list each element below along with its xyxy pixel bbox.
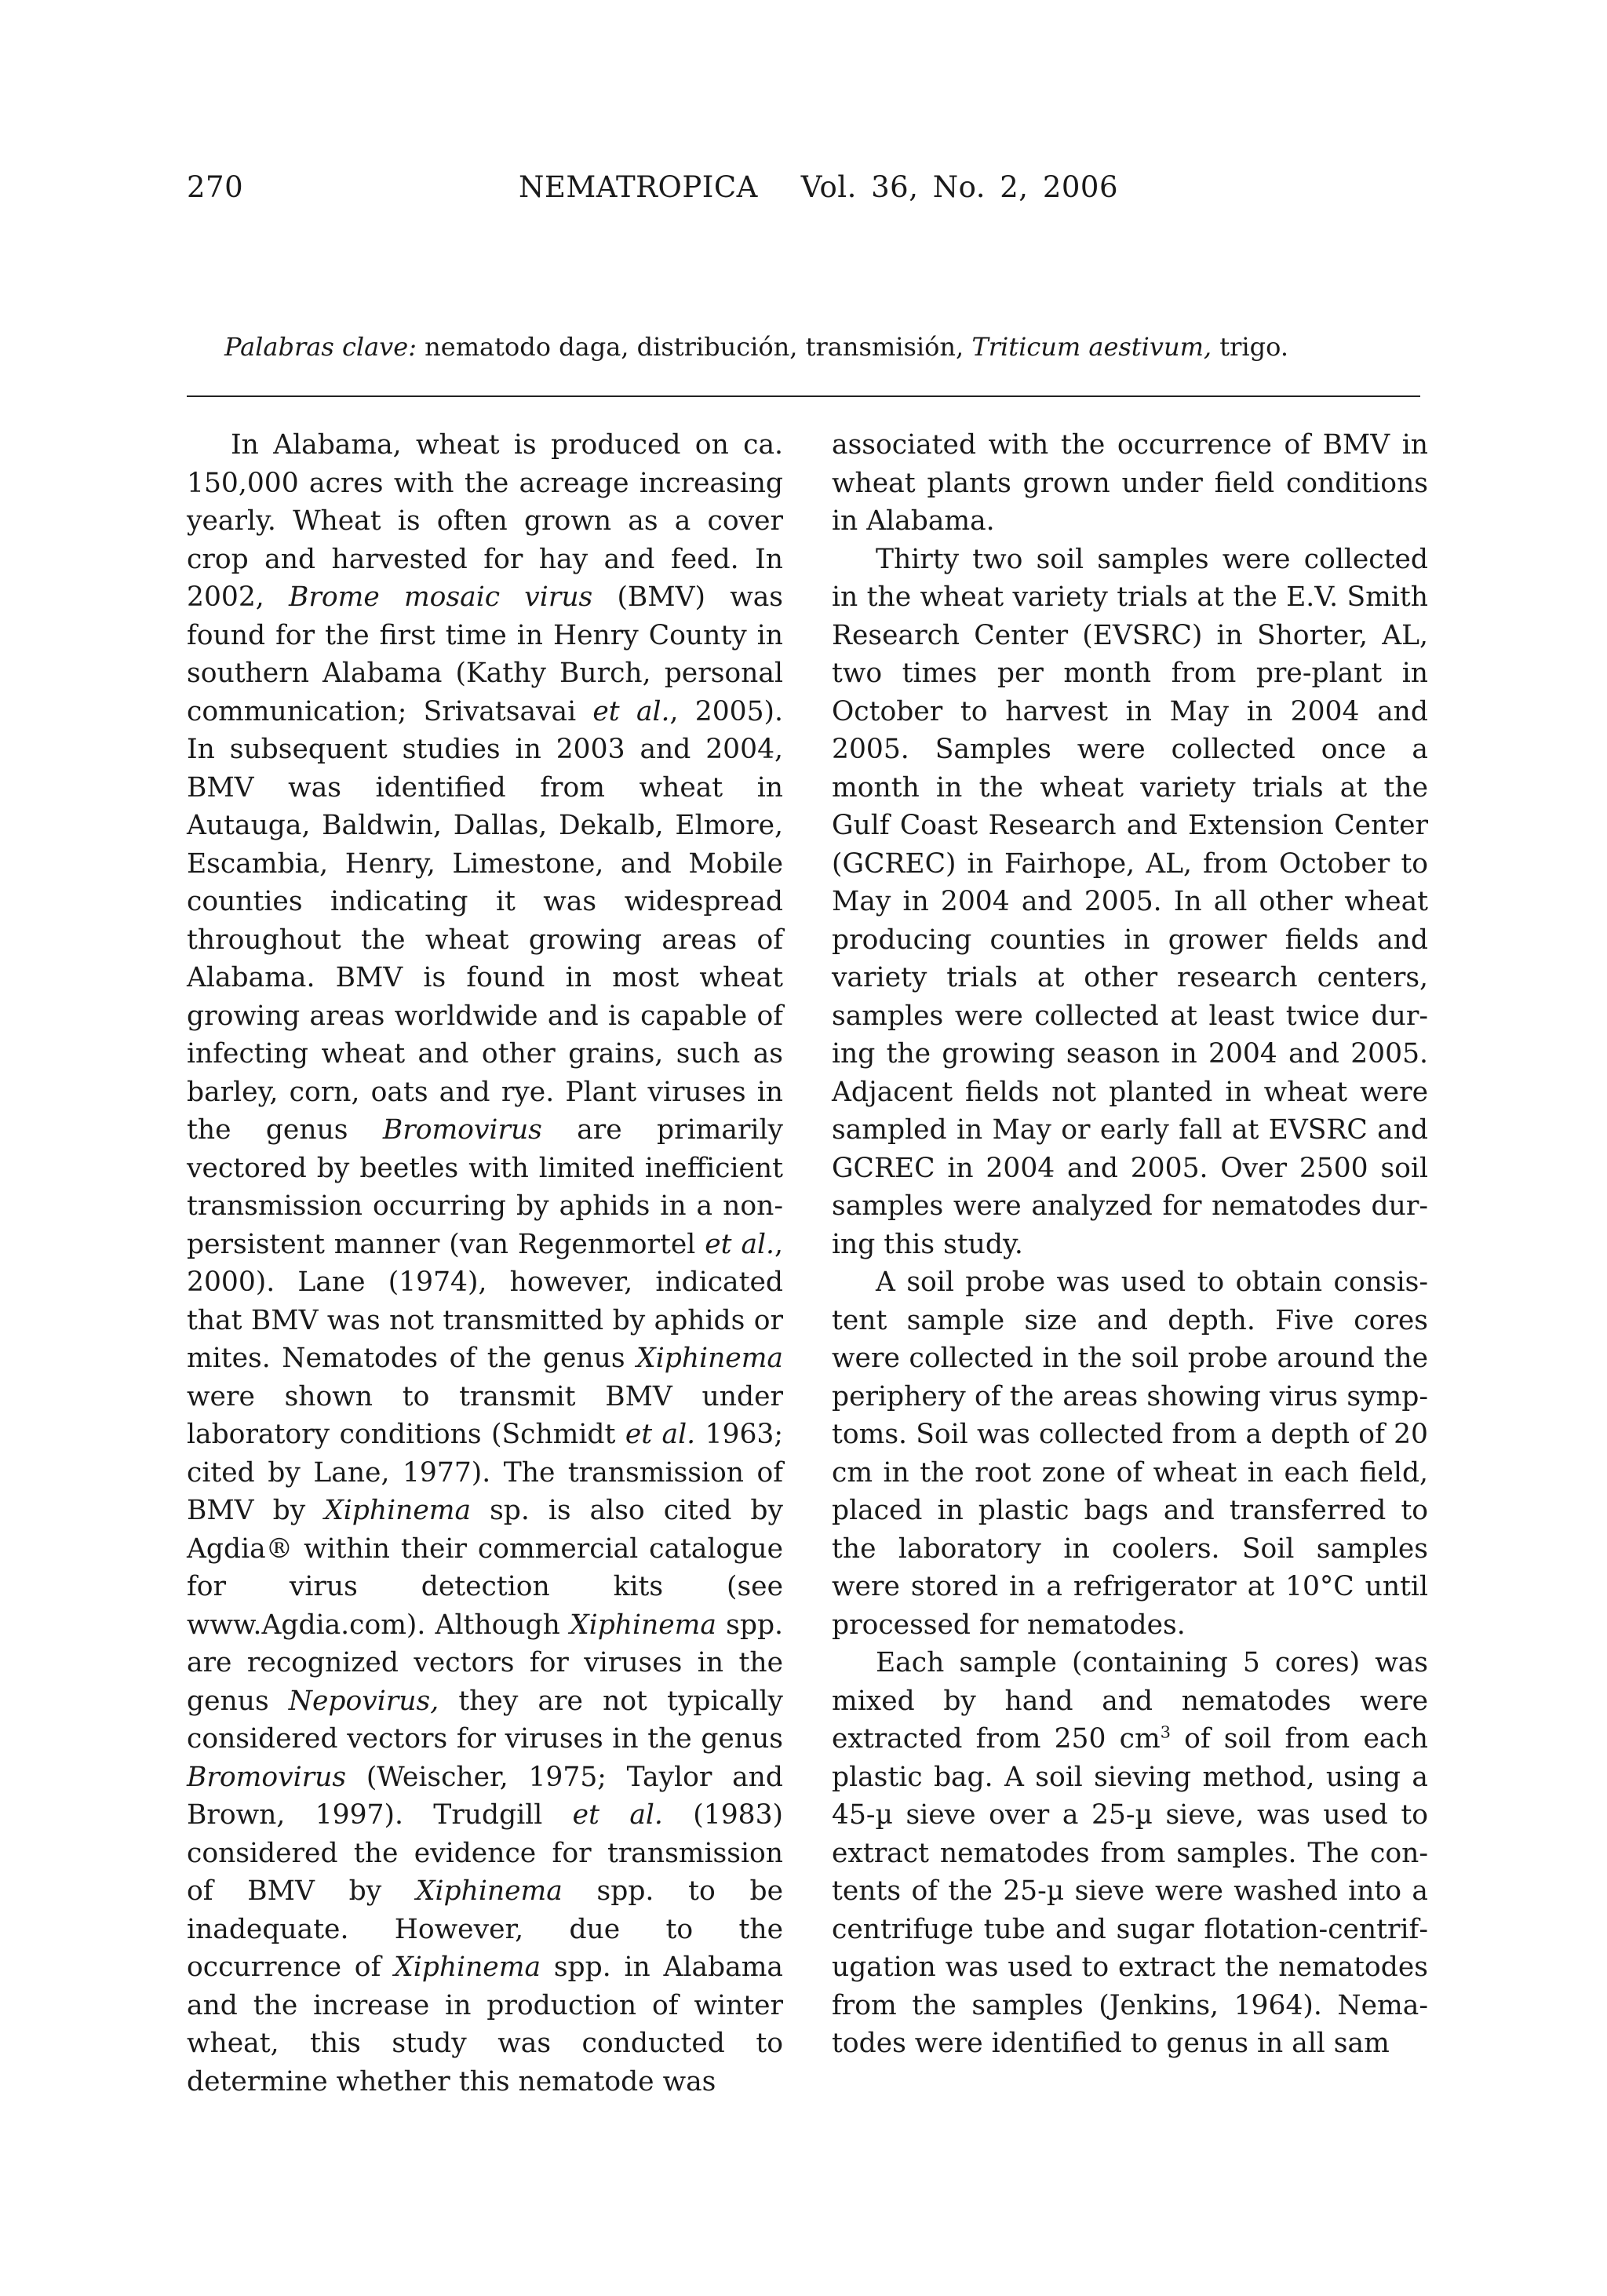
running-head xyxy=(187,168,1118,207)
body-paragraph: Thirty two soil samples were collected in the wheat variety trials at the E.V. Smith Research Center (EVSRC) in Shorter, AL, two times per month from pre-plant in October to harvest in May in 2004 and 2005. Samples were collected once a month in the wheat variety trials at the Gulf Coast Research and Extension Center (GCREC) in Fairhope, AL, from October to May in 2004 and 2005. In all other wheat producing counties in grower fields and variety trials at other research centers, samples were collected at least twice during the growing season in 2004 and 2005. Adjacent fields not planted in wheat were sampled in May or early fall at EVSRC and GCREC in 2004 and 2005. Over 2500 soil samples were analyzed for nematodes during this study. xyxy=(832,543,1428,1260)
body-paragraph: Each sample (containing 5 cores) was mixed by hand and nematodes were extracted from 250 $cm^3$ of soil from each plastic bag. A soil sieving method, using a 45-µ sieve over a 25-µ sieve, was used to extract nematodes from samples. The contents of the 25-µ sieve were washed into a centrifuge tube and sugar flotation-centrifugation was used to extract the nematodes from the samples (Jenkins, 1964). Nematodes were identified to genus in all sam xyxy=(832,1647,1428,2059)
keywords-terms-end: trigo. xyxy=(1212,332,1289,362)
body-paragraph: In Alabama, wheat is produced on ca. 150,000 acres with the acreage increasing yearly. Wheat is often grown as a cover crop and harvested for hay and feed. In 2002, Brome mosaic virus (BMV) was found for the first time in Henry County in southern Alabama (Kathy Burch, personal communication; Srivatsavai et al., 2005). In subsequent studies in 2003 and 2004, BMV was identified from wheat in Autauga, Baldwin, Dallas, Dekalb, Elmore, Escambia, Henry, Limestone, and Mobile counties indicating it was widespread throughout the wheat growing areas of Alabama. BMV is found in most wheat growing areas worldwide and is capable of infecting wheat and other grains, such as barley, corn, oats and rye. Plant viruses in the genus Bromovirus are primarily vectored by beetles with limited inefficient transmission occurring by aphids in a non-persistent manner (van Regenmortel et al., 2000). Lane (1974), however, indicated that BMV was not transmitted by aphids or mites. Nematodes of the genus Xiphinema were shown to transmit BMV under laboratory conditions (Schmidt et al. 1963; cited by Lane, 1977). The transmission of BMV by Xiphinema sp. is also cited by Agdia® within their commercial catalogue for virus detection kits (see www.Agdia.com). Although Xiphinema spp. are recognized vectors for viruses in the genus Nepovirus, they are not typically considered vectors for viruses in the genus Bromovirus (Weischer, 1975; Taylor and Brown, 1997). Trudgill et al. (1983) considered the evidence for transmission of BMV by Xiphinema spp. to be inadequate. However, due to the occurrence of Xiphinema spp. in Alabama and the increase in production of winter wheat, this study was conducted to determine whether this nematode was xyxy=(187,429,784,2097)
journal-citation xyxy=(519,168,1118,207)
keywords-terms: nematodo daga, distribución, transmisión, xyxy=(416,332,972,362)
journal-title: NEMATROPICA xyxy=(519,170,758,204)
right-column xyxy=(832,426,1428,2063)
volume-issue: Vol. 36, No. 2, 2006 xyxy=(800,170,1118,204)
body-paragraph-continued: associated with the occurrence of BMV in wheat plants grown under field conditions in Alabama. xyxy=(832,429,1428,537)
keywords-label: Palabras clave: xyxy=(224,332,417,362)
body-paragraph: A soil probe was used to obtain consistent sample size and depth. Five cores were collected in the soil probe around the periphery of the areas showing virus symptoms. Soil was collected from a depth of 20 cm in the root zone of wheat in each field, placed in plastic bags and transferred to the laboratory in coolers. Soil samples were stored in a refrigerator at 10°C until processed for nematodes. xyxy=(832,1266,1428,1641)
keywords-species: Triticum aestivum, xyxy=(971,332,1212,362)
left-column xyxy=(187,426,783,2101)
keywords-line xyxy=(224,330,1448,364)
section-divider xyxy=(187,395,1420,397)
page-number: 270 xyxy=(187,170,244,204)
superscript: 3 xyxy=(1160,1722,1171,1742)
